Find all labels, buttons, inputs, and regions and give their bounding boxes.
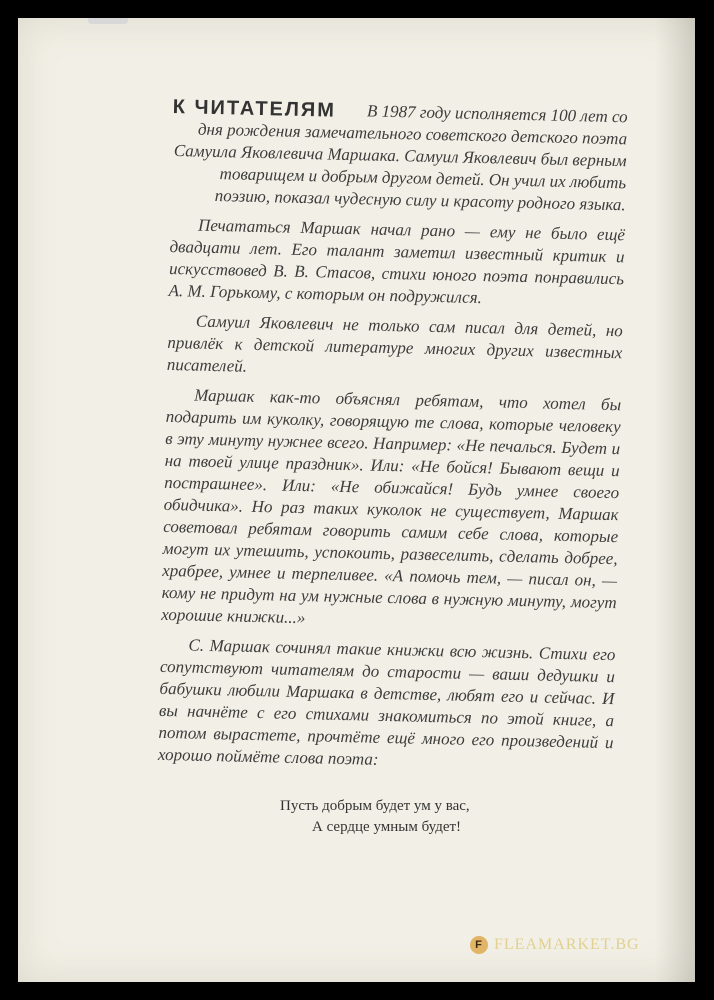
poem-line-1: Пусть добрым будет ум у вас, — [280, 798, 470, 814]
paragraph-3: Самуил Яковлевич не только сам писал для детей, но привлёк к детской литературе многих других известных писателей. — [166, 311, 624, 376]
page-text — [158, 96, 628, 784]
paragraph-4: Маршак как-то объяснял ребятам, что хотел бы подарить им куколку, говорящую те слова, которые человеку в эту минуту нужнее всего. Например: «Не печалься. Будет и на твоей улице праздник». Или: «Не бойся! Бывают вещи и пострашнее». Или: «Не обижайся! Будь умнее своего обидчика». Но раз таких куколок не существует, Маршак советовал ребятам говорить самим себе слова, которые могут их утешить, успокоить, развеселить, сделать добрее, храбрее, умнее и терпеливее. «А помочь тем, — писал он, — кому не придут на ум нужные слова в нужную минуту, могут хорошие книжки...» — [161, 385, 622, 628]
page-title: К ЧИТАТЕЛЯМ — [172, 96, 337, 122]
paragraph-2: Печататься Маршак начал рано — ему не было ещё двадцати лет. Его талант заметил известный критик и искусствовед В. В. Стасов, стихи юного поэта понравились А. М. Горькому, с которым он подружился. — [168, 215, 626, 308]
paragraph-1: В 1987 году исполняется 100 лет со дня рождения замечательного советского детского поэта Самуила Яковлевича Маршака. Самуил Яковлевич был верным товарищем и добрым другом детей. Он учил их любить поэзию, показал чудесную силу и красоту родного языка. — [173, 101, 628, 215]
paragraph-5: С. Маршак сочинял такие книжки всю жизнь. Стихи его сопутствуют читателям до старости — ваши дедушки и бабушки любили Маршака в детстве, любят его и сейчас. И вы начнёте с его стихами знакомиться по этой книге, а потом вырастете, прочтёте ещё много его произведений и хорошо поймёте слова поэта: — [157, 635, 616, 769]
watermark-logo-icon: F — [470, 936, 488, 954]
page-corner-mark — [88, 18, 128, 24]
watermark-text: FLEAMARKET.BG — [494, 936, 640, 953]
poem-quote — [280, 796, 520, 838]
page-shadow — [655, 18, 695, 982]
watermark — [470, 934, 640, 956]
poem-line-2: А сердце умным будет! — [312, 819, 462, 835]
